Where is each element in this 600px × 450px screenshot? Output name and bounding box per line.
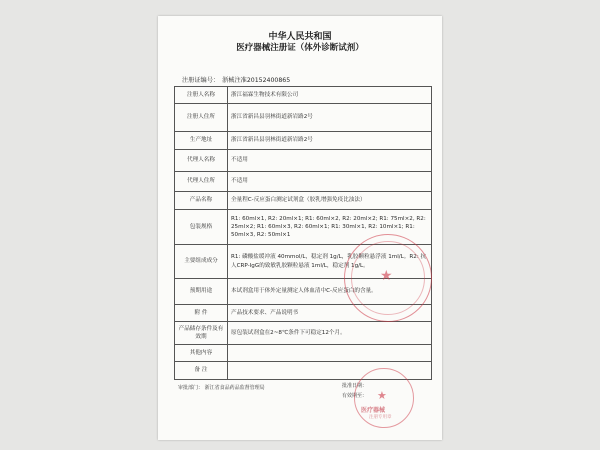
row-value: R1: 磷酸盐缓冲液 40mmol/L，稳定剂 1g/L，乳胶颗粒悬浮液 1ml/L。R2: 抗人CRP-IgG的致敏乳胶颗粒悬液 1ml/L，稳定剂 1g/L。 bbox=[228, 245, 432, 279]
row-key: 产品储存条件及有效期 bbox=[175, 322, 228, 345]
row-key: 注册人住所 bbox=[175, 104, 228, 132]
registration-number-label: 注册证编号： bbox=[182, 77, 220, 84]
table-row bbox=[175, 150, 432, 172]
certificate-page bbox=[158, 16, 442, 440]
row-key: 包装规格 bbox=[175, 210, 228, 245]
row-key: 代理人住所 bbox=[175, 172, 228, 192]
row-key: 其他内容 bbox=[175, 345, 228, 362]
row-value: 本试剂盒用于体外定量测定人体血清中C-反应蛋白的含量。 bbox=[228, 279, 432, 305]
seal-subtitle: 注册专用章 bbox=[369, 415, 392, 420]
table-row bbox=[175, 132, 432, 150]
valid-until-line: 有效期至： bbox=[342, 393, 368, 399]
row-value: 浙江省新昌县羽林街道新岩路2号 bbox=[228, 104, 432, 132]
row-key: 预期用途 bbox=[175, 279, 228, 305]
approval-date-line: 批准日期： bbox=[342, 383, 368, 389]
table-row bbox=[175, 87, 432, 104]
seal-star-icon: ★ bbox=[380, 268, 393, 284]
row-key: 主要组成成分 bbox=[175, 245, 228, 279]
table-row bbox=[175, 104, 432, 132]
registration-seal-stamp bbox=[354, 368, 414, 428]
row-key: 生产地址 bbox=[175, 132, 228, 150]
row-value: 全量程C-反应蛋白测定试剂盒（胶乳增强免疫比浊法） bbox=[228, 192, 432, 210]
seal-star-icon: ★ bbox=[377, 389, 387, 402]
row-value: 浙江省新昌县羽林街道新岩路2号 bbox=[228, 132, 432, 150]
row-key: 备 注 bbox=[175, 362, 228, 380]
row-key: 产品名称 bbox=[175, 192, 228, 210]
certificate-table bbox=[174, 86, 432, 380]
row-value: 不适用 bbox=[228, 172, 432, 192]
seal-title: 医疗器械 bbox=[361, 407, 386, 414]
table-row bbox=[175, 322, 432, 345]
row-value: 产品技术要求、产品说明书 bbox=[228, 305, 432, 322]
table-row bbox=[175, 172, 432, 192]
table-row bbox=[175, 345, 432, 362]
row-value: 不适用 bbox=[228, 150, 432, 172]
row-key: 注册人名称 bbox=[175, 87, 228, 104]
registration-number-value: 浙械注准20152400865 bbox=[222, 77, 291, 84]
row-value: R1: 60ml×1, R2: 20ml×1; R1: 60ml×2, R2: 20ml×2; R1: 75ml×2, R2: 25ml×2; R1: 60ml×3, R2: 60ml×1; R1: 30ml×1, R2: 10ml×1; R1: 50ml×3, R2: 50ml×1 bbox=[228, 210, 432, 245]
registration-number-line bbox=[182, 75, 290, 84]
row-value: 原包装试剂盒在2~8℃条件下可稳定12个月。 bbox=[228, 322, 432, 345]
official-seal-stamp bbox=[344, 234, 432, 322]
row-value: 浙江福霖生物技术有限公司 bbox=[228, 87, 432, 104]
title-line-1: 中华人民共和国 bbox=[268, 32, 332, 42]
title-line-2: 医疗器械注册证（体外诊断试剂） bbox=[236, 43, 364, 53]
row-key: 附 件 bbox=[175, 305, 228, 322]
row-key: 代理人名称 bbox=[175, 150, 228, 172]
row-value bbox=[228, 345, 432, 362]
table-row bbox=[175, 192, 432, 210]
approver-line: 审批部门： 浙江省食品药品监督管理局 bbox=[178, 385, 265, 391]
